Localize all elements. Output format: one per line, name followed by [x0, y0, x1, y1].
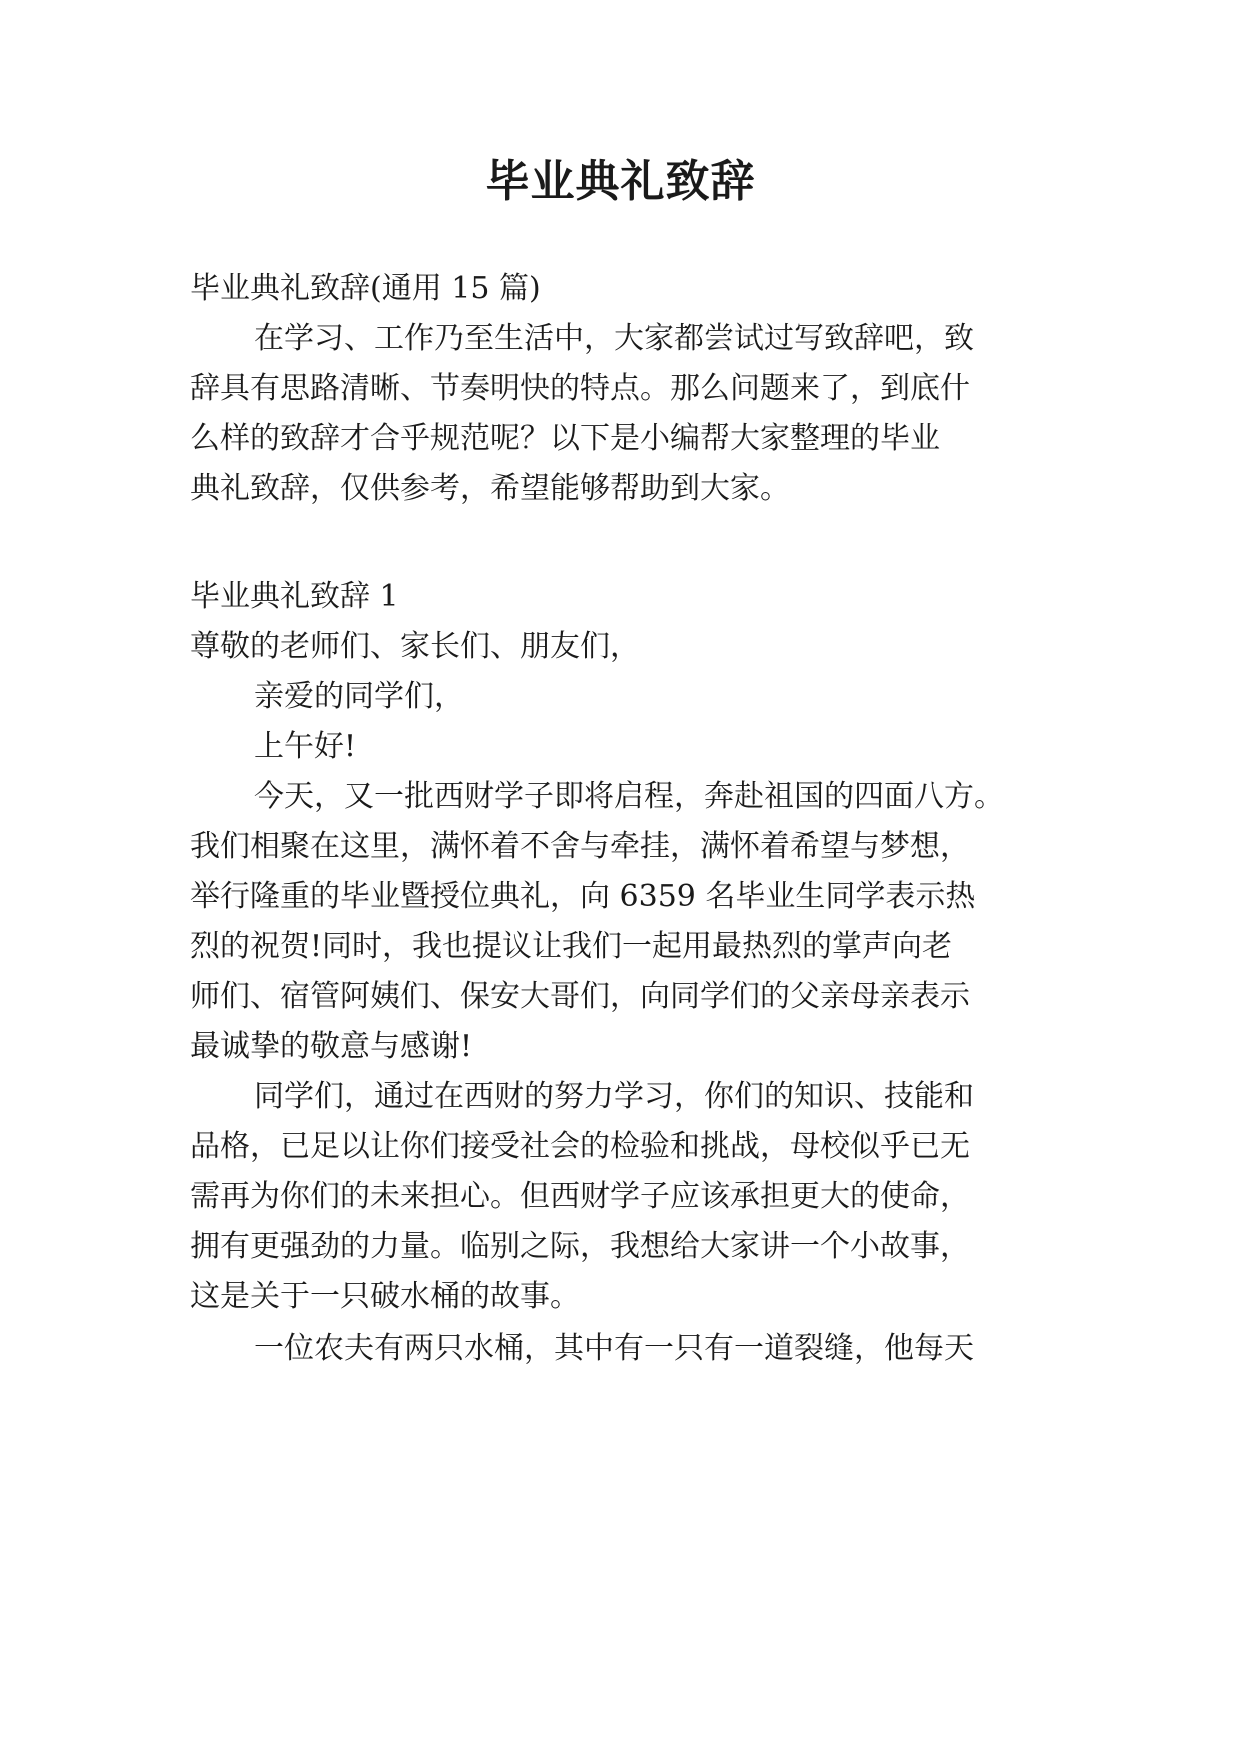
subtitle-line: 毕业典礼致辞(通用 15 篇) [190, 271, 541, 306]
paragraph-line: 品格，已足以让你们接受社会的检验和挑战，母校似乎已无 [190, 1129, 970, 1164]
paragraph-line: 我们相聚在这里，满怀着不舍与牵挂，满怀着希望与梦想， [190, 829, 970, 864]
paragraph-line: 拥有更强劲的力量。临别之际，我想给大家讲一个小故事， [190, 1229, 970, 1264]
paragraph-line: 最诚挚的敬意与感谢! [190, 1029, 473, 1064]
paragraph-line: 一位农夫有两只水桶，其中有一只有一道裂缝，他每天 [254, 1331, 974, 1366]
paragraph-line: 辞具有思路清晰、节奏明快的特点。那么问题来了，到底什 [190, 371, 970, 406]
greeting-line: 上午好! [254, 729, 357, 764]
salutation-line: 尊敬的老师们、家长们、朋友们， [190, 629, 640, 664]
paragraph-line: 举行隆重的毕业暨授位典礼，向 6359 名毕业生同学表示热 [190, 879, 976, 914]
paragraph-line: 这是关于一只破水桶的故事。 [190, 1279, 580, 1314]
paragraph-line: 同学们，通过在西财的努力学习，你们的知识、技能和 [254, 1079, 974, 1114]
salutation-line: 亲爱的同学们， [254, 679, 464, 714]
paragraph-line: 典礼致辞，仅供参考，希望能够帮助到大家。 [190, 471, 790, 506]
document-title: 毕业典礼致辞 [485, 156, 756, 207]
section-heading: 毕业典礼致辞 1 [190, 579, 399, 614]
paragraph-line: 今天，又一批西财学子即将启程，奔赴祖国的四面八方。 [254, 779, 1004, 814]
paragraph-line: 在学习、工作乃至生活中，大家都尝试过写致辞吧，致 [254, 321, 974, 356]
paragraph-line: 师们、宿管阿姨们、保安大哥们，向同学们的父亲母亲表示 [190, 979, 970, 1014]
paragraph-line: 么样的致辞才合乎规范呢？以下是小编帮大家整理的毕业 [190, 421, 940, 456]
paragraph-line: 烈的祝贺!同时，我也提议让我们一起用最热烈的掌声向老 [190, 929, 953, 964]
paragraph-line: 需再为你们的未来担心。但西财学子应该承担更大的使命， [190, 1179, 970, 1214]
